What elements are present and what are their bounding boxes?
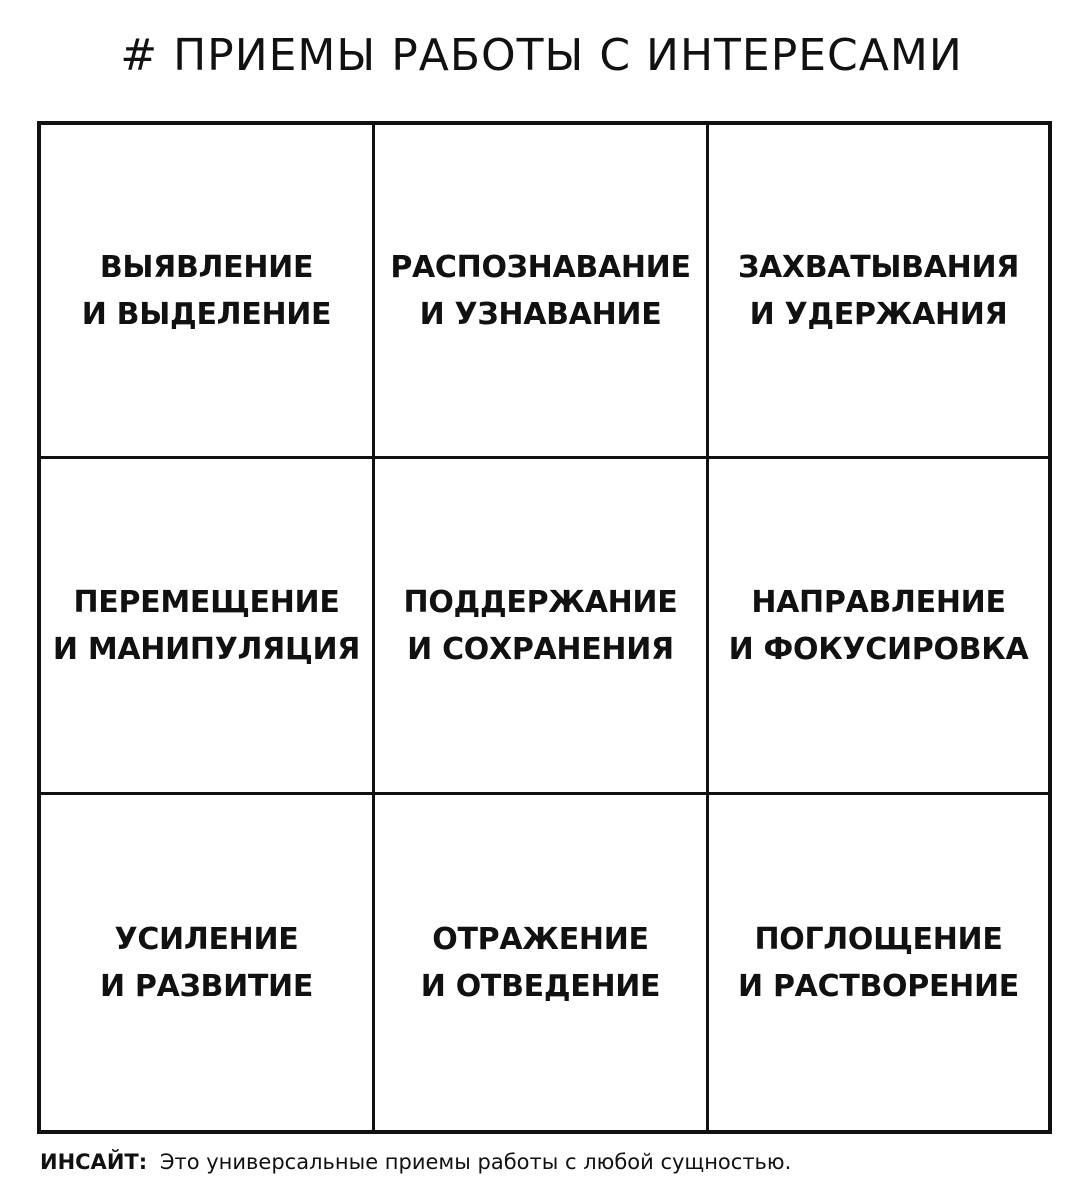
- techniques-grid: [37, 121, 1052, 1134]
- grid-cell-line2: И СОХРАНЕНИЯ: [407, 631, 674, 667]
- grid-cell-line1: ПОГЛОЩЕНИЕ: [754, 921, 1003, 957]
- grid-cell-1: [41, 125, 375, 459]
- grid-cell-line1: ПОДДЕРЖАНИЕ: [403, 584, 678, 620]
- grid-cell-line1: НАПРАВЛЕНИЕ: [751, 584, 1006, 620]
- grid-cell-line2: И МАНИПУЛЯЦИЯ: [52, 631, 361, 667]
- insight-footer: [40, 1149, 791, 1175]
- grid-cell-5: [375, 459, 709, 795]
- grid-cell-line2: И РАСТВОРЕНИЕ: [738, 968, 1019, 1004]
- grid-cell-8: [375, 795, 709, 1130]
- grid-cell-3: [709, 125, 1048, 459]
- grid-cell-7: [41, 795, 375, 1130]
- grid-cell-line2: И РАЗВИТИЕ: [99, 968, 314, 1004]
- page-title: # ПРИЕМЫ РАБОТЫ С ИНТЕРЕСАМИ: [120, 30, 963, 81]
- grid-cell-line2: И ФОКУСИРОВКА: [728, 631, 1029, 667]
- grid-cell-line1: ВЫЯВЛЕНИЕ: [99, 249, 314, 285]
- grid-cell-line2: И УЗНАВАНИЕ: [419, 296, 662, 332]
- grid-cell-6: [709, 459, 1048, 795]
- grid-cell-9: [709, 795, 1048, 1130]
- grid-cell-line2: И УДЕРЖАНИЯ: [749, 296, 1008, 332]
- grid-cell-line1: ОТРАЖЕНИЕ: [432, 921, 649, 957]
- grid-cell-line1: УСИЛЕНИЕ: [114, 921, 299, 957]
- insight-label: ИНСАЙТ:: [40, 1150, 148, 1174]
- grid-cell-line2: И ВЫДЕЛЕНИЕ: [81, 296, 332, 332]
- grid-cell-line1: РАСПОЗНАВАНИЕ: [390, 249, 691, 285]
- grid-cell-line2: И ОТВЕДЕНИЕ: [420, 968, 661, 1004]
- grid-cell-2: [375, 125, 709, 459]
- grid-cell-line1: ЗАХВАТЫВАНИЯ: [737, 249, 1020, 285]
- grid-cell-line1: ПЕРЕМЕЩЕНИЕ: [73, 584, 340, 620]
- insight-text: Это универсальные приемы работы с любой сущностью.: [159, 1150, 792, 1174]
- grid-cell-4: [41, 459, 375, 795]
